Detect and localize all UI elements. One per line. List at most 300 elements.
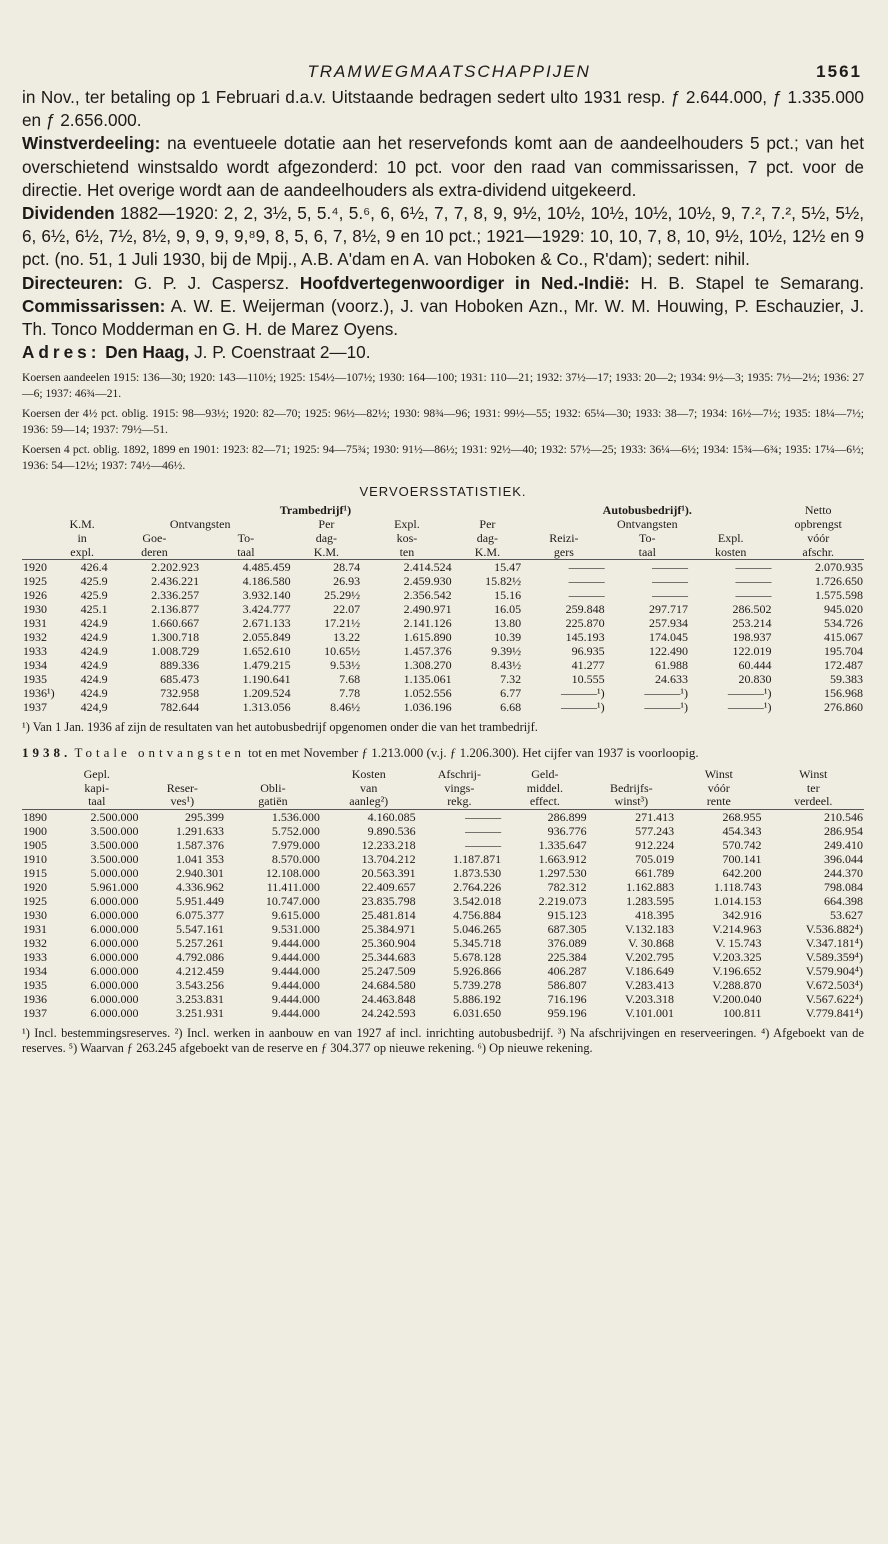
table-cell: 5.000.000 (90, 865, 139, 880)
table-cell: 716.196 (547, 991, 587, 1006)
table-cell: 912.224 (635, 837, 675, 852)
col-head: taal (606, 545, 689, 560)
table-cell: V.202.795 (624, 949, 675, 964)
row-year: 1931 (23, 921, 47, 936)
table-cell: ———¹) (561, 686, 605, 701)
table-cell: 4.792.086 (176, 949, 225, 964)
table-cell: V.186.649 (624, 963, 675, 978)
table-row (22, 936, 864, 950)
row-year: 1935 (23, 977, 47, 992)
row-year: 1932 (23, 935, 47, 950)
table-cell: 687.305 (547, 921, 587, 936)
table-cell: 9.444.000 (271, 963, 320, 978)
table-cell: 1.457.376 (403, 644, 452, 659)
vervoer-table (22, 503, 864, 714)
table-cell: 1.118.743 (713, 879, 762, 894)
table-cell: 22.07 (333, 602, 361, 617)
table-cell: 586.807 (547, 977, 587, 992)
col-head: Gepl. (83, 767, 110, 782)
col-head: rekg. (417, 795, 503, 809)
row-year: 1890 (23, 809, 47, 824)
row-year: 1933 (23, 644, 47, 659)
col-head: taal (54, 795, 140, 809)
col-head: To- (237, 531, 255, 546)
table-cell: 424.9 (80, 616, 108, 631)
row-year: 1932 (23, 630, 47, 645)
table-cell: 10.555 (571, 672, 605, 687)
row-year: 1925 (23, 893, 47, 908)
row-year: 1920 (23, 560, 47, 575)
table-cell: 8.43½ (491, 658, 522, 673)
balans-head-row3 (22, 795, 864, 809)
table-cell: 1.041 353 (176, 851, 225, 866)
table-cell: 9.53½ (330, 658, 361, 673)
table-cell: 4.336.962 (176, 879, 225, 894)
table-cell: 2.055.849 (242, 630, 291, 645)
table-cell: 6.000.000 (90, 977, 139, 992)
table-cell: ———¹) (727, 700, 772, 715)
table-cell: 915.123 (547, 907, 587, 922)
table-row (22, 630, 864, 644)
table-cell: 642.200 (722, 865, 762, 880)
col-head: dag- (476, 531, 499, 546)
vervoer-head-row2 (22, 531, 864, 545)
row-year: 1934 (23, 658, 47, 673)
table-cell: 11.411.000 (266, 879, 320, 894)
col-head: vings- (444, 780, 475, 795)
row-year: 1930 (23, 602, 47, 617)
table-cell: 24.463.848 (361, 991, 416, 1006)
table-cell: 959.196 (547, 1005, 587, 1020)
paragraph-dividenden (22, 202, 864, 272)
row-year: 1937 (23, 1005, 47, 1020)
table-cell: 59.383 (830, 672, 863, 687)
table-cell: 268.955 (722, 809, 762, 824)
hoofdvertegenwoordiger-label: Hoofdvertegenwoordiger in Ned.-Indië: (299, 272, 630, 293)
table-cell: V.536.882⁴) (805, 921, 863, 936)
table-cell: 1.479.215 (242, 658, 291, 673)
table-cell: 5.345.718 (453, 935, 502, 950)
koersen-oblig-4: Koersen 4 pct. oblig. 1892, 1899 en 1901: 1923: 82—71; 1925: 94—75¾; 1930: 91½—86½; 1931: 92½—40; 1932: 57½—25; 1933: 36¼—6½; 1934: 15¾—6¾; 1935: 17¼—6½; 1936: 54—12½; 1937: 74½—46½. (22, 443, 864, 473)
table-cell: ——— (568, 560, 605, 575)
table-row (22, 686, 864, 700)
table-cell: 9.444.000 (271, 1005, 320, 1020)
vervoer-title: VERVOERSSTATISTIEK. (359, 484, 527, 500)
table-cell: 5.547.161 (176, 921, 225, 936)
col-head: taal (200, 545, 291, 560)
table-cell: 6.000.000 (90, 907, 139, 922)
paragraph-directie (22, 272, 864, 342)
table-cell: 20.830 (738, 672, 772, 687)
table-cell: 172.487 (824, 658, 863, 673)
col-head: Ontvangsten (616, 517, 678, 532)
col-head: kapi- (84, 780, 110, 795)
adres-text: J. P. Coenstraat 2—10. (189, 342, 371, 363)
table-cell: 1.190.641 (242, 672, 291, 687)
table-cell: 276.860 (824, 700, 863, 715)
table-cell: 5.257.261 (176, 935, 225, 950)
table-cell: 2.136.877 (151, 602, 200, 617)
totale-label: Totale ontvangsten (74, 745, 245, 761)
table-cell: 2.356.542 (403, 588, 452, 603)
table-cell: 23.835.798 (361, 893, 416, 908)
table-cell: 406.287 (547, 963, 587, 978)
table-cell: 8.46½ (330, 700, 361, 715)
balans-table (22, 768, 864, 1020)
table-cell: 1.300.718 (151, 630, 200, 645)
totale-ontvangsten (22, 745, 864, 760)
table-cell: 425.9 (80, 588, 108, 603)
table-cell: 1.536.000 (271, 809, 320, 824)
table-cell: 286.502 (732, 602, 772, 617)
table-cell: V.779.841⁴) (805, 1005, 863, 1020)
table-cell: V.288.870 (712, 977, 762, 992)
table-row (22, 602, 864, 616)
col-head: Reizi- (549, 531, 579, 546)
table-row (22, 560, 864, 575)
table-cell: 6.000.000 (90, 963, 139, 978)
table-cell: 2.459.930 (403, 574, 452, 589)
table-cell: 1.036.196 (403, 700, 452, 715)
table-cell: ———¹) (644, 686, 689, 701)
table-cell: 13.704.212 (361, 851, 416, 866)
commissarissen-text: A. W. E. Weijerman (voorz.), J. van Hoboken Azn., Mr. W. M. Houwing, P. Eschauzier, J. Th. Tonco Modderman en G. H. de Marez Oyens. (22, 295, 864, 340)
table-cell: 16.05 (494, 602, 522, 617)
table-cell: ——— (652, 574, 689, 589)
directeuren-label: Directeuren: (22, 272, 124, 293)
table-cell: V.214.963 (712, 921, 762, 936)
table-cell: 28.74 (333, 560, 361, 575)
table-cell: 25.384.971 (361, 921, 416, 936)
table-cell: 2.490.971 (403, 602, 452, 617)
dividenden-text: 1882—1920: 2, 2, 3½, 5, 5.⁴, 5.⁶, 6, 6½, 7, 7, 8, 9, 9½, 10½, 10½, 10½, 10½, 9, 7.², 7.², 5½, 5½, 6, 6½, 6½, 7½, 8½, 9, 9, 9, 9,⁸9, 8, 5, 6, 7, 8½, 9 en 10 pct.; 1921—1929: 10, 10, 7, 8, 10, 9½, 10½, 12½ en 9 pct. (no. 51, 1 Juli 1930, bij de Mpij., A.B. A'dam en A. van Hoboken & Co., R'dam); sedert: nihil. (22, 203, 864, 270)
table-cell: 9.890.536 (367, 823, 416, 838)
table-cell: 2.202.923 (151, 560, 200, 575)
table-cell: 685.473 (160, 672, 200, 687)
col-head: Winst (799, 767, 828, 782)
winstverdeeling-text: na eventueele dotatie aan het reservefonds komt aan de aandeelhouders 5 pct.; van het overschietend winstsaldo wordt afgezonderd: 10 pct. voor den raad van commissarissen, 7 pct. voor de directie. Het overige wordt aan de aandeelhouders als extra-dividend uitgekeerd. (22, 133, 864, 200)
table-cell: 100.811 (722, 1005, 762, 1020)
table-cell: 2.940.301 (176, 865, 225, 880)
col-head: ten (361, 545, 452, 560)
table-cell: 424.9 (80, 630, 108, 645)
table-cell: ——— (735, 560, 772, 575)
vervoer-head-row3 (22, 545, 864, 560)
row-year: 1937 (23, 700, 47, 715)
table-cell: 3.543.256 (176, 977, 225, 992)
commissarissen-label: Commissarissen: (22, 295, 166, 316)
table-cell: 3.932.140 (242, 588, 291, 603)
table-cell: 25.344.683 (361, 949, 416, 964)
col-head: Goe- (142, 531, 167, 546)
table-cell: 9.444.000 (271, 977, 320, 992)
row-year: 1905 (23, 837, 47, 852)
table-cell: 225.870 (565, 616, 605, 631)
col-head: Bedrijfs- (610, 780, 653, 795)
table-cell: ——— (735, 588, 772, 603)
table-cell: 1.291.633 (176, 823, 225, 838)
table-row (22, 894, 864, 908)
paragraph-winstverdeeling (22, 132, 864, 202)
table-cell: 1.187.871 (453, 851, 502, 866)
col-head: aanleg²) (321, 795, 417, 809)
table-cell: 424.9 (80, 686, 108, 701)
netto-head: Netto (804, 503, 832, 518)
table-row (22, 866, 864, 880)
table-row (22, 964, 864, 978)
table-cell: 3.500.000 (90, 837, 139, 852)
table-cell: V.132.183 (624, 921, 675, 936)
row-year: 1936 (23, 991, 47, 1006)
col-head: K.M. (69, 517, 95, 532)
table-cell: 24.684.580 (361, 977, 416, 992)
table-row (22, 824, 864, 838)
col-head: gatiën (225, 795, 321, 809)
table-cell: 26.93 (333, 574, 361, 589)
table-cell: 96.935 (571, 644, 605, 659)
col-head: rente (675, 795, 762, 809)
table-cell: 122.490 (649, 644, 689, 659)
row-year: 1915 (23, 865, 47, 880)
koersen-block (22, 370, 864, 474)
table-cell: ———¹) (561, 700, 605, 715)
table-cell: 1.587.376 (176, 837, 225, 852)
table-row (22, 658, 864, 672)
col-head: vóór (707, 780, 730, 795)
col-head: Ontvangsten (169, 517, 231, 532)
col-head (22, 782, 54, 796)
table-cell: 1.162.883 (626, 879, 675, 894)
col-head: Per (318, 517, 335, 532)
table-cell: 6.68 (500, 700, 522, 715)
table-cell: V.283.413 (624, 977, 675, 992)
table-cell: V.200.040 (712, 991, 762, 1006)
table-cell: 5.951.449 (176, 893, 225, 908)
table-cell: 122.019 (732, 644, 772, 659)
table-cell: 1.283.595 (626, 893, 675, 908)
table-cell: 5.926.866 (453, 963, 502, 978)
row-year: 1900 (23, 823, 47, 838)
table-cell: ——— (465, 823, 502, 838)
table-cell: 732.958 (160, 686, 200, 701)
table-cell: 1.297.530 (538, 865, 587, 880)
table-cell: 5.678.128 (453, 949, 502, 964)
col-head: van (360, 780, 378, 795)
table-cell: 3.251.931 (176, 1005, 225, 1020)
table-cell: 424.9 (80, 672, 108, 687)
table-cell: 156.968 (824, 686, 863, 701)
table-cell: 9.444.000 (271, 935, 320, 950)
balans-rows (22, 809, 864, 1020)
col-head: gers (522, 545, 605, 560)
col-head: Obli- (260, 780, 286, 795)
table-row (22, 616, 864, 630)
table-cell: 9.531.000 (271, 921, 320, 936)
table-cell: 415.067 (824, 630, 863, 645)
dividenden-label: Dividenden (22, 203, 115, 224)
table-cell: 418.395 (635, 907, 675, 922)
table-row (22, 574, 864, 588)
col-head (140, 768, 226, 782)
table-cell: 5.886.192 (453, 991, 502, 1006)
table-row (22, 838, 864, 852)
col-head: middel. (526, 780, 564, 795)
table-row (22, 880, 864, 894)
table-cell: V.579.904⁴) (805, 963, 863, 978)
table-cell: ——— (568, 574, 605, 589)
table-cell: 534.726 (824, 616, 863, 631)
col-head (22, 768, 54, 782)
table-row (22, 852, 864, 866)
table-cell: 6.031.650 (453, 1005, 502, 1020)
row-year: 1935 (23, 672, 47, 687)
table-cell: 4.756.884 (453, 907, 502, 922)
table-cell: 705.019 (635, 851, 675, 866)
table-cell: V.101.001 (624, 1005, 675, 1020)
table-cell: 7.32 (500, 672, 522, 687)
table-cell: 17.21½ (324, 616, 361, 631)
table-cell: 945.020 (824, 602, 863, 617)
table-cell: 1.726.650 (815, 574, 863, 589)
table-cell: 253.214 (732, 616, 772, 631)
col-head: Reser- (166, 780, 198, 795)
row-year: 1930 (23, 907, 47, 922)
table-cell: 25.481.814 (361, 907, 416, 922)
col-head: Winst (704, 767, 733, 782)
table-cell: 4.212.459 (176, 963, 225, 978)
table-cell: 9.615.000 (271, 907, 320, 922)
balans-head-row1 (22, 768, 864, 782)
table-cell: 2.671.133 (242, 616, 291, 631)
col-head: Kosten (351, 767, 386, 782)
table-cell: 5.961.000 (90, 879, 139, 894)
col-head: in (77, 531, 87, 546)
table-cell: V.203.318 (624, 991, 675, 1006)
col-head: Per (479, 517, 496, 532)
koersen-aandeelen: Koersen aandeelen 1915: 136—30; 1920: 143—110½; 1925: 154½—107½; 1930: 164—100; 1931: 110—21; 1932: 37½—17; 1933: 20—2; 1934: 9½—3; 1935: 7½—2½; 1936: 27—6; 1937: 46¾—21. (22, 371, 864, 401)
table-cell: 1.663.912 (538, 851, 587, 866)
table-cell: 2.070.935 (815, 560, 863, 575)
balans-head-row2 (22, 782, 864, 796)
table-cell: 1.575.598 (815, 588, 863, 603)
table-cell: 664.398 (824, 893, 863, 908)
table-row (22, 992, 864, 1006)
table-cell: 1.313.056 (242, 700, 291, 715)
running-title: TRAMWEGMAATSCHAPPIJEN (307, 62, 591, 81)
table-cell: ——— (465, 837, 502, 852)
table-cell: 1.209.524 (242, 686, 291, 701)
col-head: kos- (396, 531, 418, 546)
table-cell: 342.916 (722, 907, 762, 922)
table-cell: 782.644 (160, 700, 200, 715)
table-cell: 3.253.831 (176, 991, 225, 1006)
table-cell: 22.409.657 (361, 879, 416, 894)
table-cell: 1.052.556 (403, 686, 452, 701)
table-cell: ——— (652, 588, 689, 603)
col-head: K.M. (453, 545, 523, 560)
row-year: 1925 (23, 574, 47, 589)
col-head (225, 768, 321, 782)
totale-year: 1938. (22, 745, 72, 761)
col-head: ves¹) (140, 795, 226, 809)
table-row (22, 1006, 864, 1020)
table-cell: 4.186.580 (242, 574, 291, 589)
table-cell: V.203.325 (712, 949, 762, 964)
table-cell: 60.444 (738, 658, 772, 673)
table-cell: 271.413 (635, 809, 675, 824)
table-cell: 6.000.000 (90, 949, 139, 964)
table-cell: 424.9 (80, 644, 108, 659)
table-cell: 425.1 (80, 602, 108, 617)
table-cell: ——— (568, 588, 605, 603)
table-cell: 2.141.126 (403, 616, 452, 631)
row-year: 1933 (23, 949, 47, 964)
table-cell: 7.979.000 (271, 837, 320, 852)
table-cell: 2.436.221 (151, 574, 200, 589)
table-cell: 1.615.890 (403, 630, 452, 645)
table-row (22, 644, 864, 658)
table-cell: 24.242.593 (361, 1005, 416, 1020)
table-cell: 1.660.667 (151, 616, 200, 631)
table-cell: 244.370 (824, 865, 863, 880)
table-cell: 5.739.278 (453, 977, 502, 992)
table-row (22, 672, 864, 686)
table-cell: 24.633 (655, 672, 689, 687)
table-cell: 454.343 (722, 823, 762, 838)
col-head: Afschrij- (437, 767, 482, 782)
table-cell: 25.247.509 (361, 963, 416, 978)
paragraph-adres (22, 341, 864, 364)
col-head: dag- (315, 531, 338, 546)
table-cell: 570.742 (722, 837, 762, 852)
table-cell: 225.384 (547, 949, 587, 964)
table-cell: 6.000.000 (90, 935, 139, 950)
table-cell: 4.160.085 (367, 809, 416, 824)
table-cell: ——— (465, 809, 502, 824)
group-autobusbedrijf: Autobusbedrijf¹). (602, 503, 692, 518)
table-cell: 41.277 (571, 658, 605, 673)
table-cell: 1.308.270 (403, 658, 452, 673)
table-cell: 889.336 (160, 658, 200, 673)
table-cell: 13.80 (494, 616, 522, 631)
table-row (22, 700, 864, 714)
table-cell: 1.135.061 (403, 672, 452, 687)
table-cell: 7.68 (339, 672, 361, 687)
table-cell: V. 30.868 (627, 935, 675, 950)
table-cell: ——— (735, 574, 772, 589)
table-cell: 424,9 (80, 700, 108, 715)
table-cell: 426.4 (80, 560, 108, 575)
col-head: Expl. (394, 517, 420, 532)
table-cell: 12.108.000 (265, 865, 320, 880)
table-cell: 198.937 (732, 630, 772, 645)
col-head: verdeel. (763, 795, 865, 809)
table-cell: 20.563.391 (361, 865, 416, 880)
col-head: K.M. (292, 545, 362, 560)
koersen-oblig-45: Koersen der 4½ pct. oblig. 1915: 98—93½; 1920: 82—70; 1925: 96½—82½; 1930: 98¾—96; 1931: 99½—55; 1932: 65¼—30; 1933: 38—7; 1934: 16½—7½; 1935: 18¼—7½; 1936: 59—14; 1937: 79½—51. (22, 407, 864, 437)
page (22, 62, 864, 1062)
table-cell: 259.848 (565, 602, 605, 617)
col-head (22, 795, 54, 809)
table-cell: V. 15.743 (715, 935, 762, 950)
table-cell: 2.764.226 (453, 879, 502, 894)
table-cell: 5.752.000 (271, 823, 320, 838)
table-cell: 782.312 (547, 879, 587, 894)
table-cell: 9.444.000 (271, 991, 320, 1006)
table-cell: 13.22 (333, 630, 361, 645)
col-head (588, 768, 675, 782)
table-cell: 1.652.610 (242, 644, 291, 659)
